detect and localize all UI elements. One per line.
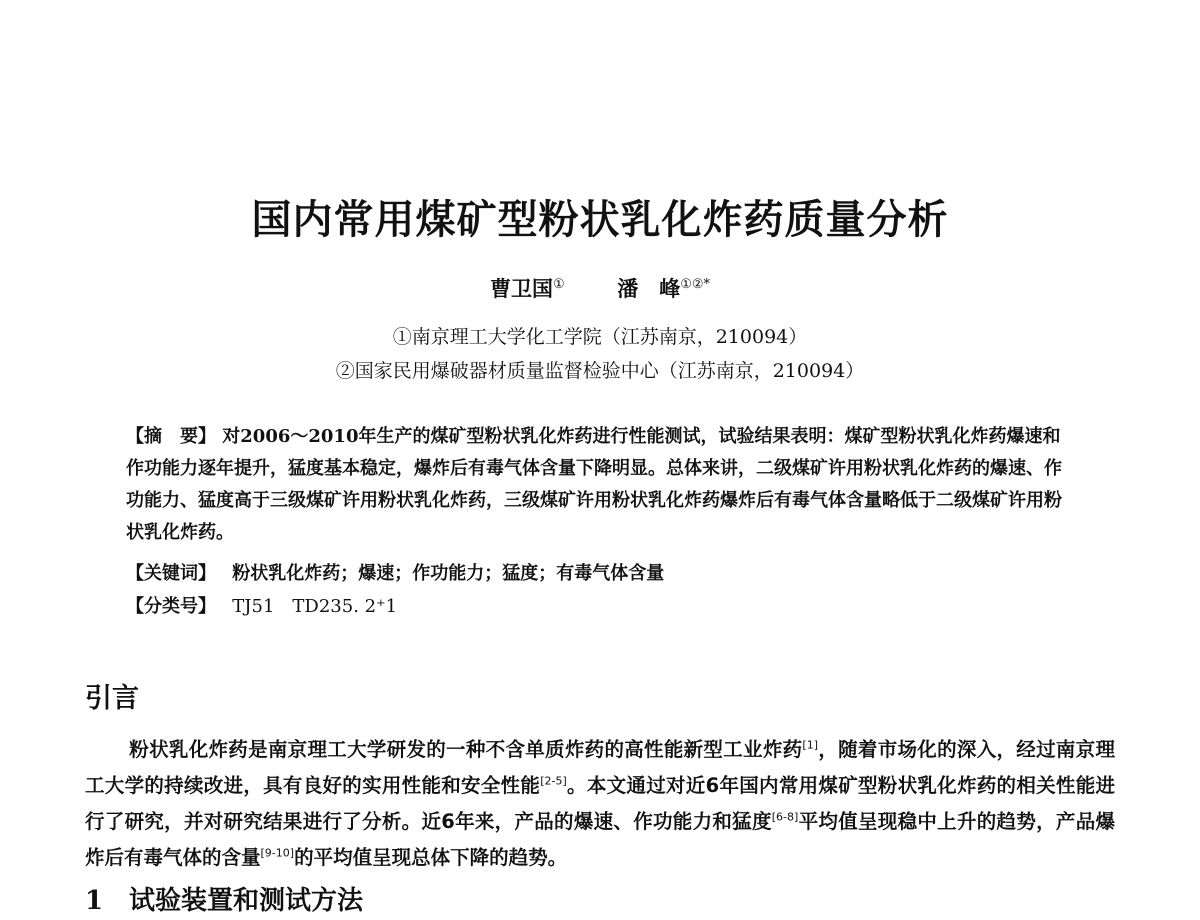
author-name: 曹卫国 bbox=[489, 276, 553, 301]
affiliation-2: ②国家民用爆破器材质量监督检验中心（江苏南京，210094） bbox=[335, 360, 865, 382]
abstract-label: 【摘 要】 bbox=[126, 426, 216, 447]
citation: [6-8] bbox=[771, 810, 799, 824]
author-affil-mark: ① bbox=[552, 277, 565, 292]
author-affil-mark: ①②* bbox=[680, 277, 711, 292]
citation: [2-5] bbox=[540, 774, 567, 788]
author-name: 潘 峰 bbox=[617, 276, 681, 301]
citation: [1] bbox=[802, 738, 819, 752]
keywords-text: 粉状乳化炸药；爆速；作功能力；猛度；有毒气体含量 bbox=[232, 563, 665, 584]
section-title: 试验装置和测试方法 bbox=[129, 886, 364, 916]
affiliation-1: ①南京理工大学化工学院（江苏南京，210094） bbox=[392, 326, 808, 348]
author-line bbox=[0, 273, 1200, 303]
abstract-block bbox=[126, 421, 1076, 549]
classification-text: TJ51 TD235. 2⁺1 bbox=[232, 596, 398, 617]
intro-text: 。本文通过对近6年国内常用煤矿型粉状乳化炸药的相关性能进行了研究，并对研究结果进行了分析。近6年来，产品的爆速、作功能力和猛度 bbox=[85, 774, 1115, 833]
intro-paragraph bbox=[85, 732, 1115, 876]
intro-text: 粉状乳化炸药是南京理工大学研发的一种不含单质炸药的高性能新型工业炸药 bbox=[129, 738, 803, 761]
section-heading bbox=[85, 880, 363, 917]
classification-label: 【分类号】 bbox=[126, 596, 216, 617]
keywords-line bbox=[126, 559, 664, 585]
paper-title: 国内常用煤矿型粉状乳化炸药质量分析 bbox=[251, 196, 949, 243]
intro-text: 平均值呈现稳中上升的趋势，产品爆炸后有毒气体的含量 bbox=[85, 810, 1115, 869]
keywords-label: 【关键词】 bbox=[126, 563, 216, 584]
intro-text: 的平均值呈现总体下降的趋势。 bbox=[294, 846, 568, 869]
intro-text: ，随着市场化的深入，经过南京理工大学的持续改进，具有良好的实用性能和安全性能 bbox=[85, 738, 1115, 797]
abstract-text: 对2006～2010年生产的煤矿型粉状乳化炸药进行性能测试，试验结果表明：煤矿型粉状乳化炸药爆速和作功能力逐年提升，猛度基本稳定，爆炸后有毒气体含量下降明显。总体来讲，二级煤矿许用粉状乳化炸药的爆速、作功能力、猛度高于三级煤矿许用粉状乳化炸药，三级煤矿许用粉状乳化炸药爆炸后有毒气体含量略低于二级煤矿许用粉状乳化炸药。 bbox=[126, 426, 1062, 543]
section-number: 1 bbox=[85, 886, 104, 916]
classification-line bbox=[126, 592, 397, 618]
citation: [9-10] bbox=[260, 846, 295, 860]
intro-heading: 引言 bbox=[85, 683, 139, 714]
